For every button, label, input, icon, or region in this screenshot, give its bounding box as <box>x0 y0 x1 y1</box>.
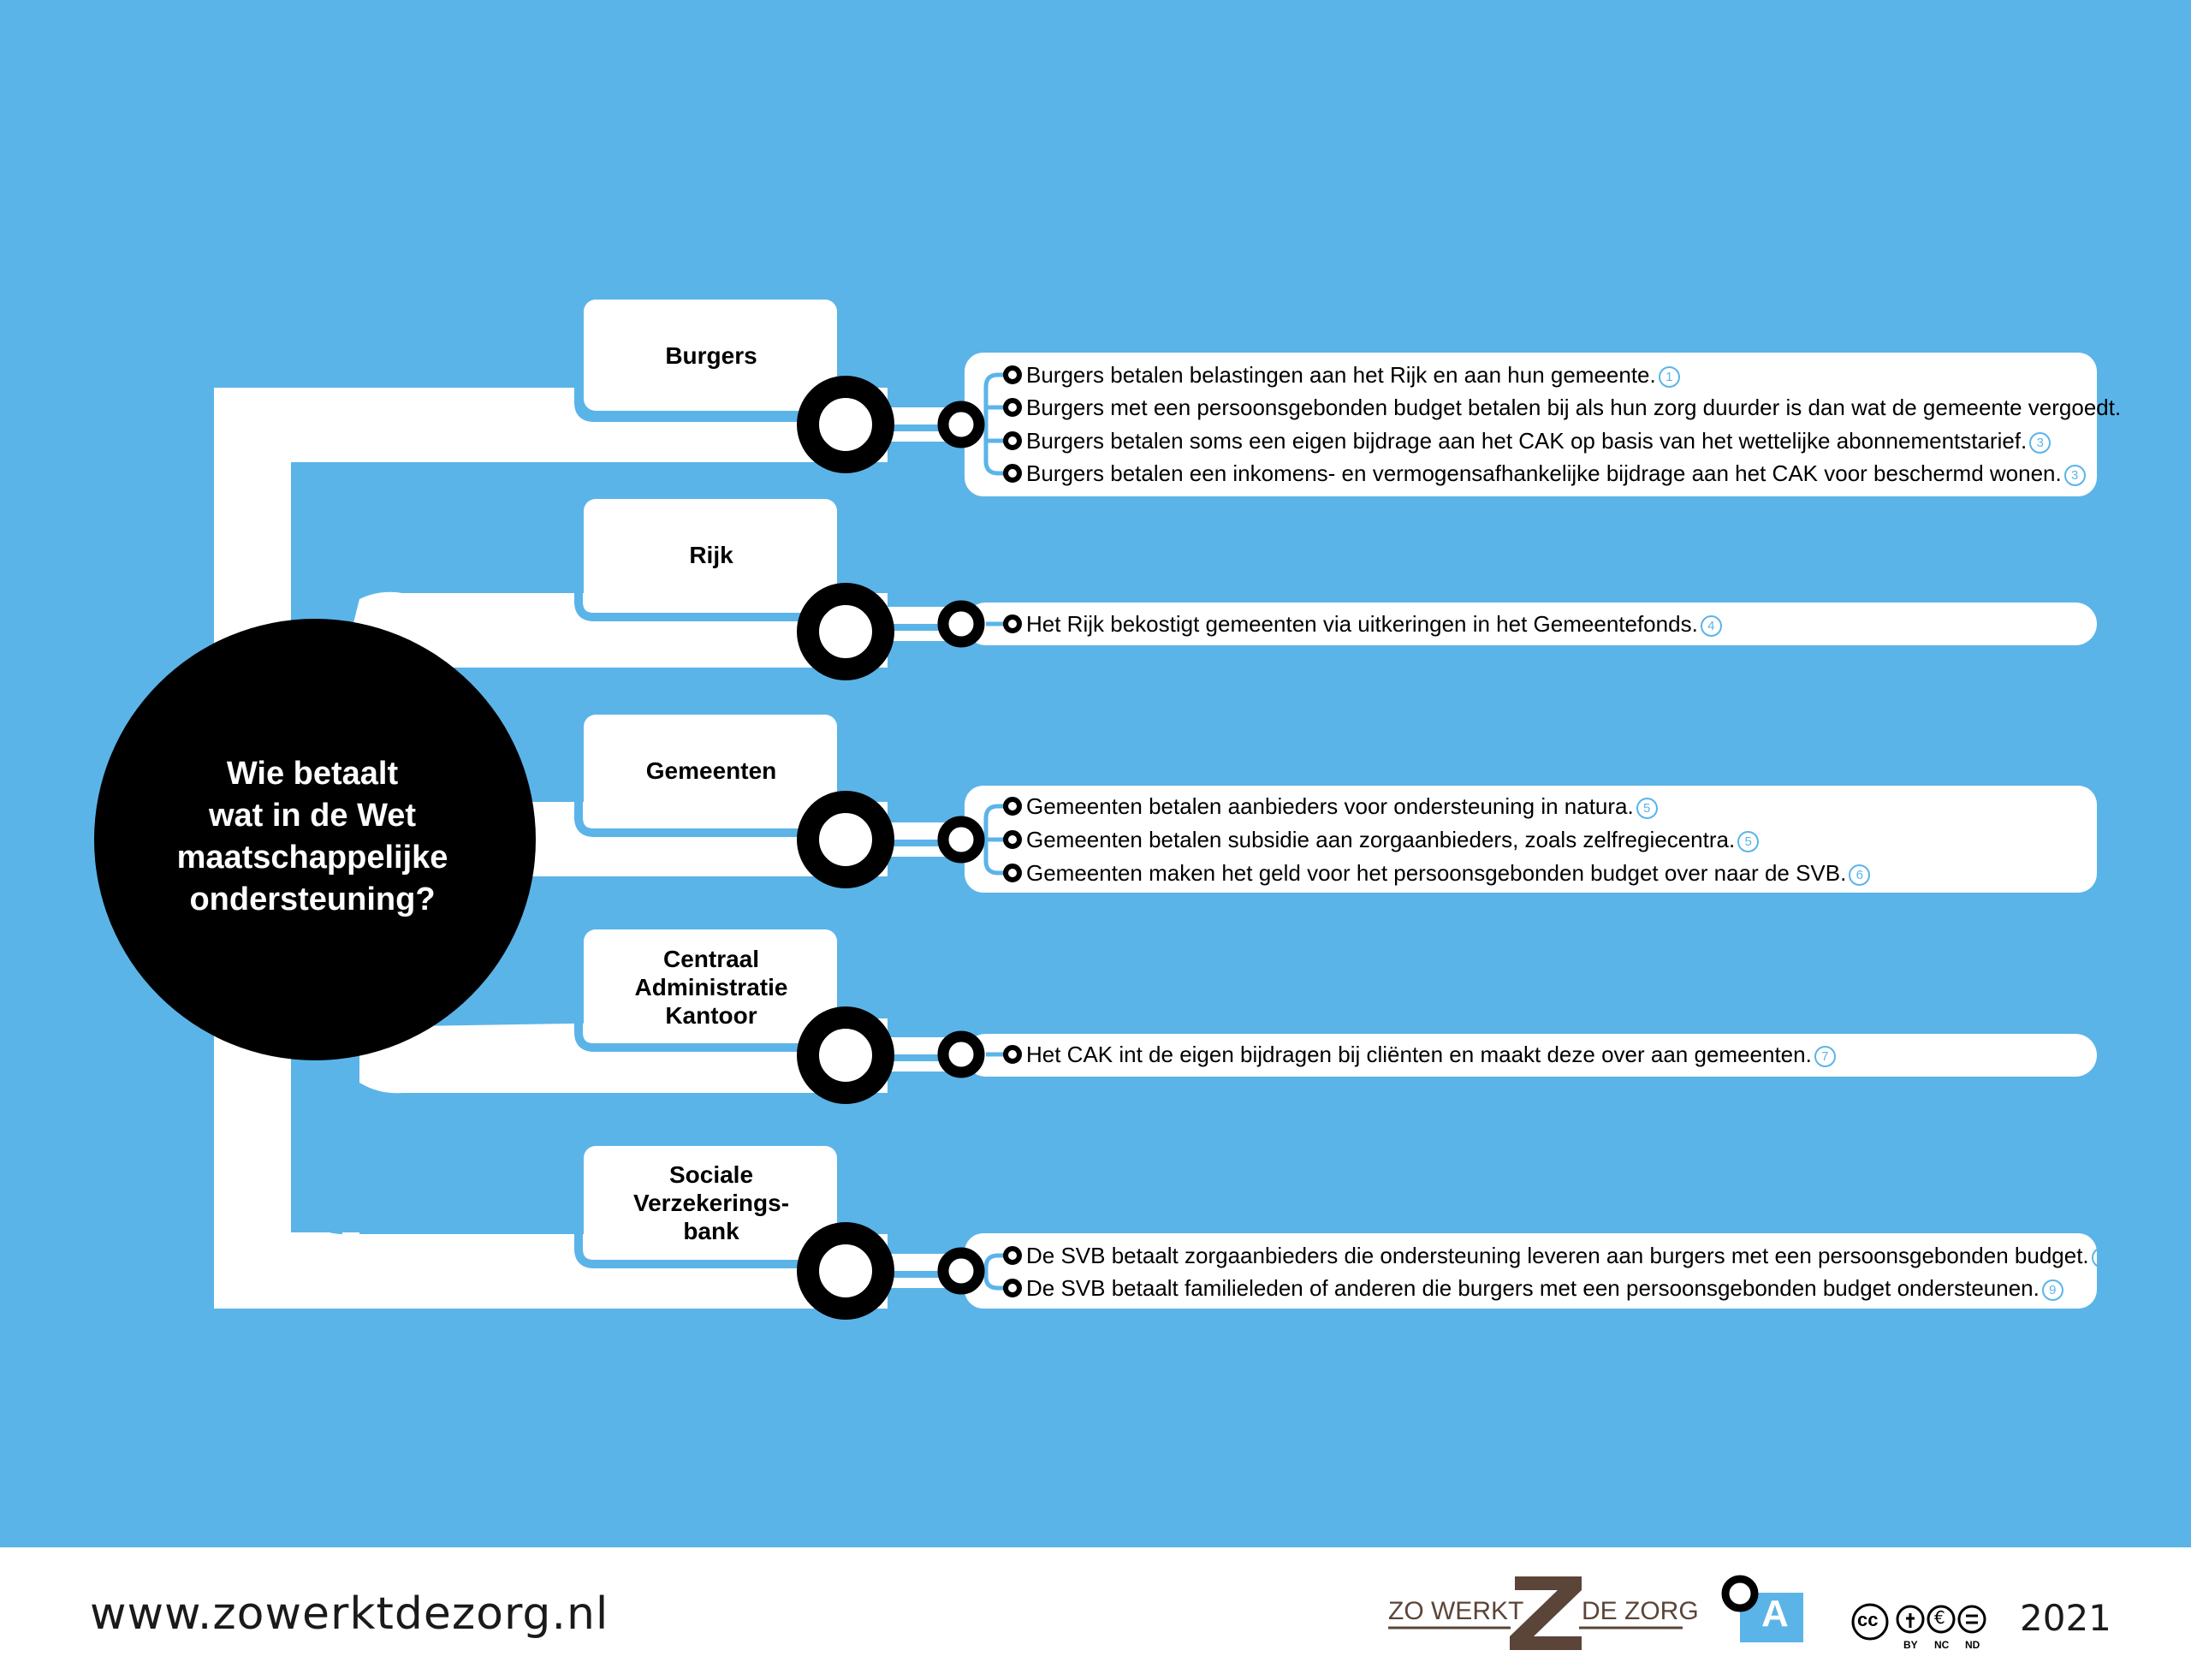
reference-badge[interactable]: 5 <box>1737 831 1759 852</box>
list-item <box>1026 793 1658 820</box>
nd-icon <box>1959 1606 1985 1632</box>
list-item <box>1026 427 2051 454</box>
reference-badge[interactable]: 7 <box>1814 1046 1836 1067</box>
bullet <box>1006 617 1019 631</box>
branch-label-rijk <box>585 499 837 610</box>
badge-letter: A <box>1761 1593 1789 1635</box>
reference-badge[interactable]: 1 <box>1659 366 1680 388</box>
list-item <box>1026 859 1870 887</box>
cc-by-label: BY <box>1903 1639 1918 1651</box>
list-item <box>1026 361 1680 389</box>
branch-label-line: Administratie <box>634 973 788 1000</box>
bullet <box>1006 1281 1019 1295</box>
reference-badge[interactable]: 6 <box>1849 864 1870 886</box>
logo-text-left: ZO WERKT <box>1388 1597 1524 1625</box>
branch-label-line: Centraal <box>662 945 760 972</box>
badge-ring <box>1725 1579 1755 1608</box>
branch-label-gemeenten <box>585 715 837 826</box>
branch-label-line: Verzekerings- <box>632 1189 790 1216</box>
item-text: Burgers betalen soms een eigen bijdrage aan het CAK op basis van het wettelijke abonnementstarief. <box>1026 428 2028 454</box>
reference-badge[interactable]: 4 <box>1701 615 1722 637</box>
item-text: Gemeenten betalen aanbieders voor ondersteuning in natura. <box>1026 793 1634 819</box>
reference-badge[interactable]: 3 <box>2064 465 2086 486</box>
list-item <box>1026 460 2086 487</box>
list-item <box>1026 610 1722 638</box>
branch-label-svb <box>585 1147 837 1258</box>
central-question-line: maatschappelijke <box>176 840 448 876</box>
small-node-svb <box>943 1253 979 1289</box>
list-item <box>1026 826 1759 853</box>
item-text: Het Rijk bekostigt gemeenten via uitkeringen in het Gemeentefonds. <box>1026 611 1698 637</box>
cc-nc-label: NC <box>1934 1639 1950 1651</box>
central-question-line: ondersteuning? <box>189 882 436 917</box>
small-node-cak <box>943 1036 979 1072</box>
item-text: Gemeenten maken het geld voor het persoonsgebonden budget over naar de SVB. <box>1026 860 1847 886</box>
bullet <box>1006 434 1019 448</box>
bullet <box>1006 401 1019 414</box>
item-text: Het CAK int de eigen bijdragen bij cliënten en maakt deze over aan gemeenten. <box>1026 1042 1812 1067</box>
branch-label-line: Kantoor <box>665 1001 757 1029</box>
bullet <box>1006 368 1019 382</box>
bullet <box>1006 833 1019 846</box>
reference-badge[interactable]: 3 <box>2029 432 2051 454</box>
nc-glyph: € <box>1934 1607 1945 1628</box>
reference-badge[interactable]: 5 <box>1636 798 1658 819</box>
branch-label-line: Gemeenten <box>645 757 777 784</box>
branch-label-burgers <box>585 300 837 411</box>
reference-badge[interactable]: 9 <box>2042 1279 2063 1301</box>
bullet <box>1006 1249 1019 1262</box>
cc-text: cc <box>1857 1609 1879 1630</box>
branch-label-cak <box>585 931 837 1042</box>
bullet <box>1006 466 1019 480</box>
item-text: Burgers betalen belastingen aan het Rijk en aan hun gemeente. <box>1026 362 1656 388</box>
branch-label-line: Burgers <box>665 341 757 369</box>
small-node-burgers <box>943 407 979 442</box>
small-node-rijk <box>943 606 979 642</box>
list-item <box>1026 1242 2113 1269</box>
cc-nd-label: ND <box>1965 1639 1980 1651</box>
item-text: Gemeenten betalen subsidie aan zorgaanbieders, zoals zelfregiecentra. <box>1026 827 1736 852</box>
list-item <box>1026 1041 1836 1068</box>
bullet <box>1006 799 1019 813</box>
small-node-gemeenten <box>943 822 979 858</box>
bullet <box>1006 866 1019 880</box>
item-text: Burgers betalen een inkomens- en vermogensafhankelijke bijdrage aan het CAK voor beschermd wonen. <box>1026 460 2062 486</box>
reference-badge[interactable]: 8 <box>2092 1247 2113 1268</box>
branch-label-line: Rijk <box>689 541 733 568</box>
footer-year: 2021 <box>2020 1597 2111 1639</box>
footer-url-link[interactable]: www.zowerktdezorg.nl <box>90 1588 609 1640</box>
item-text: Burgers met een persoonsgebonden budget betalen bij als hun zorg duurder is dan wat de gemeente vergoedt. <box>1026 395 2122 420</box>
branch-label-line: Sociale <box>668 1161 754 1188</box>
list-item <box>1026 1274 2063 1302</box>
reference-badge[interactable]: 2 <box>2123 399 2145 420</box>
logo-text-right: DE ZORG <box>1582 1597 1699 1625</box>
central-question <box>137 753 488 921</box>
item-text: De SVB betaalt zorgaanbieders die ondersteuning leveren aan burgers met een persoonsgebonden budget. <box>1026 1243 2089 1268</box>
list-item <box>1026 394 2145 421</box>
central-question-line: wat in de Wet <box>208 798 417 834</box>
branch-label-line: bank <box>683 1217 739 1244</box>
bullet <box>1006 1048 1019 1061</box>
central-question-line: Wie betaalt <box>226 756 399 792</box>
item-text: De SVB betaalt familieleden of anderen die burgers met een persoonsgebonden budget ondersteunen. <box>1026 1275 2040 1301</box>
